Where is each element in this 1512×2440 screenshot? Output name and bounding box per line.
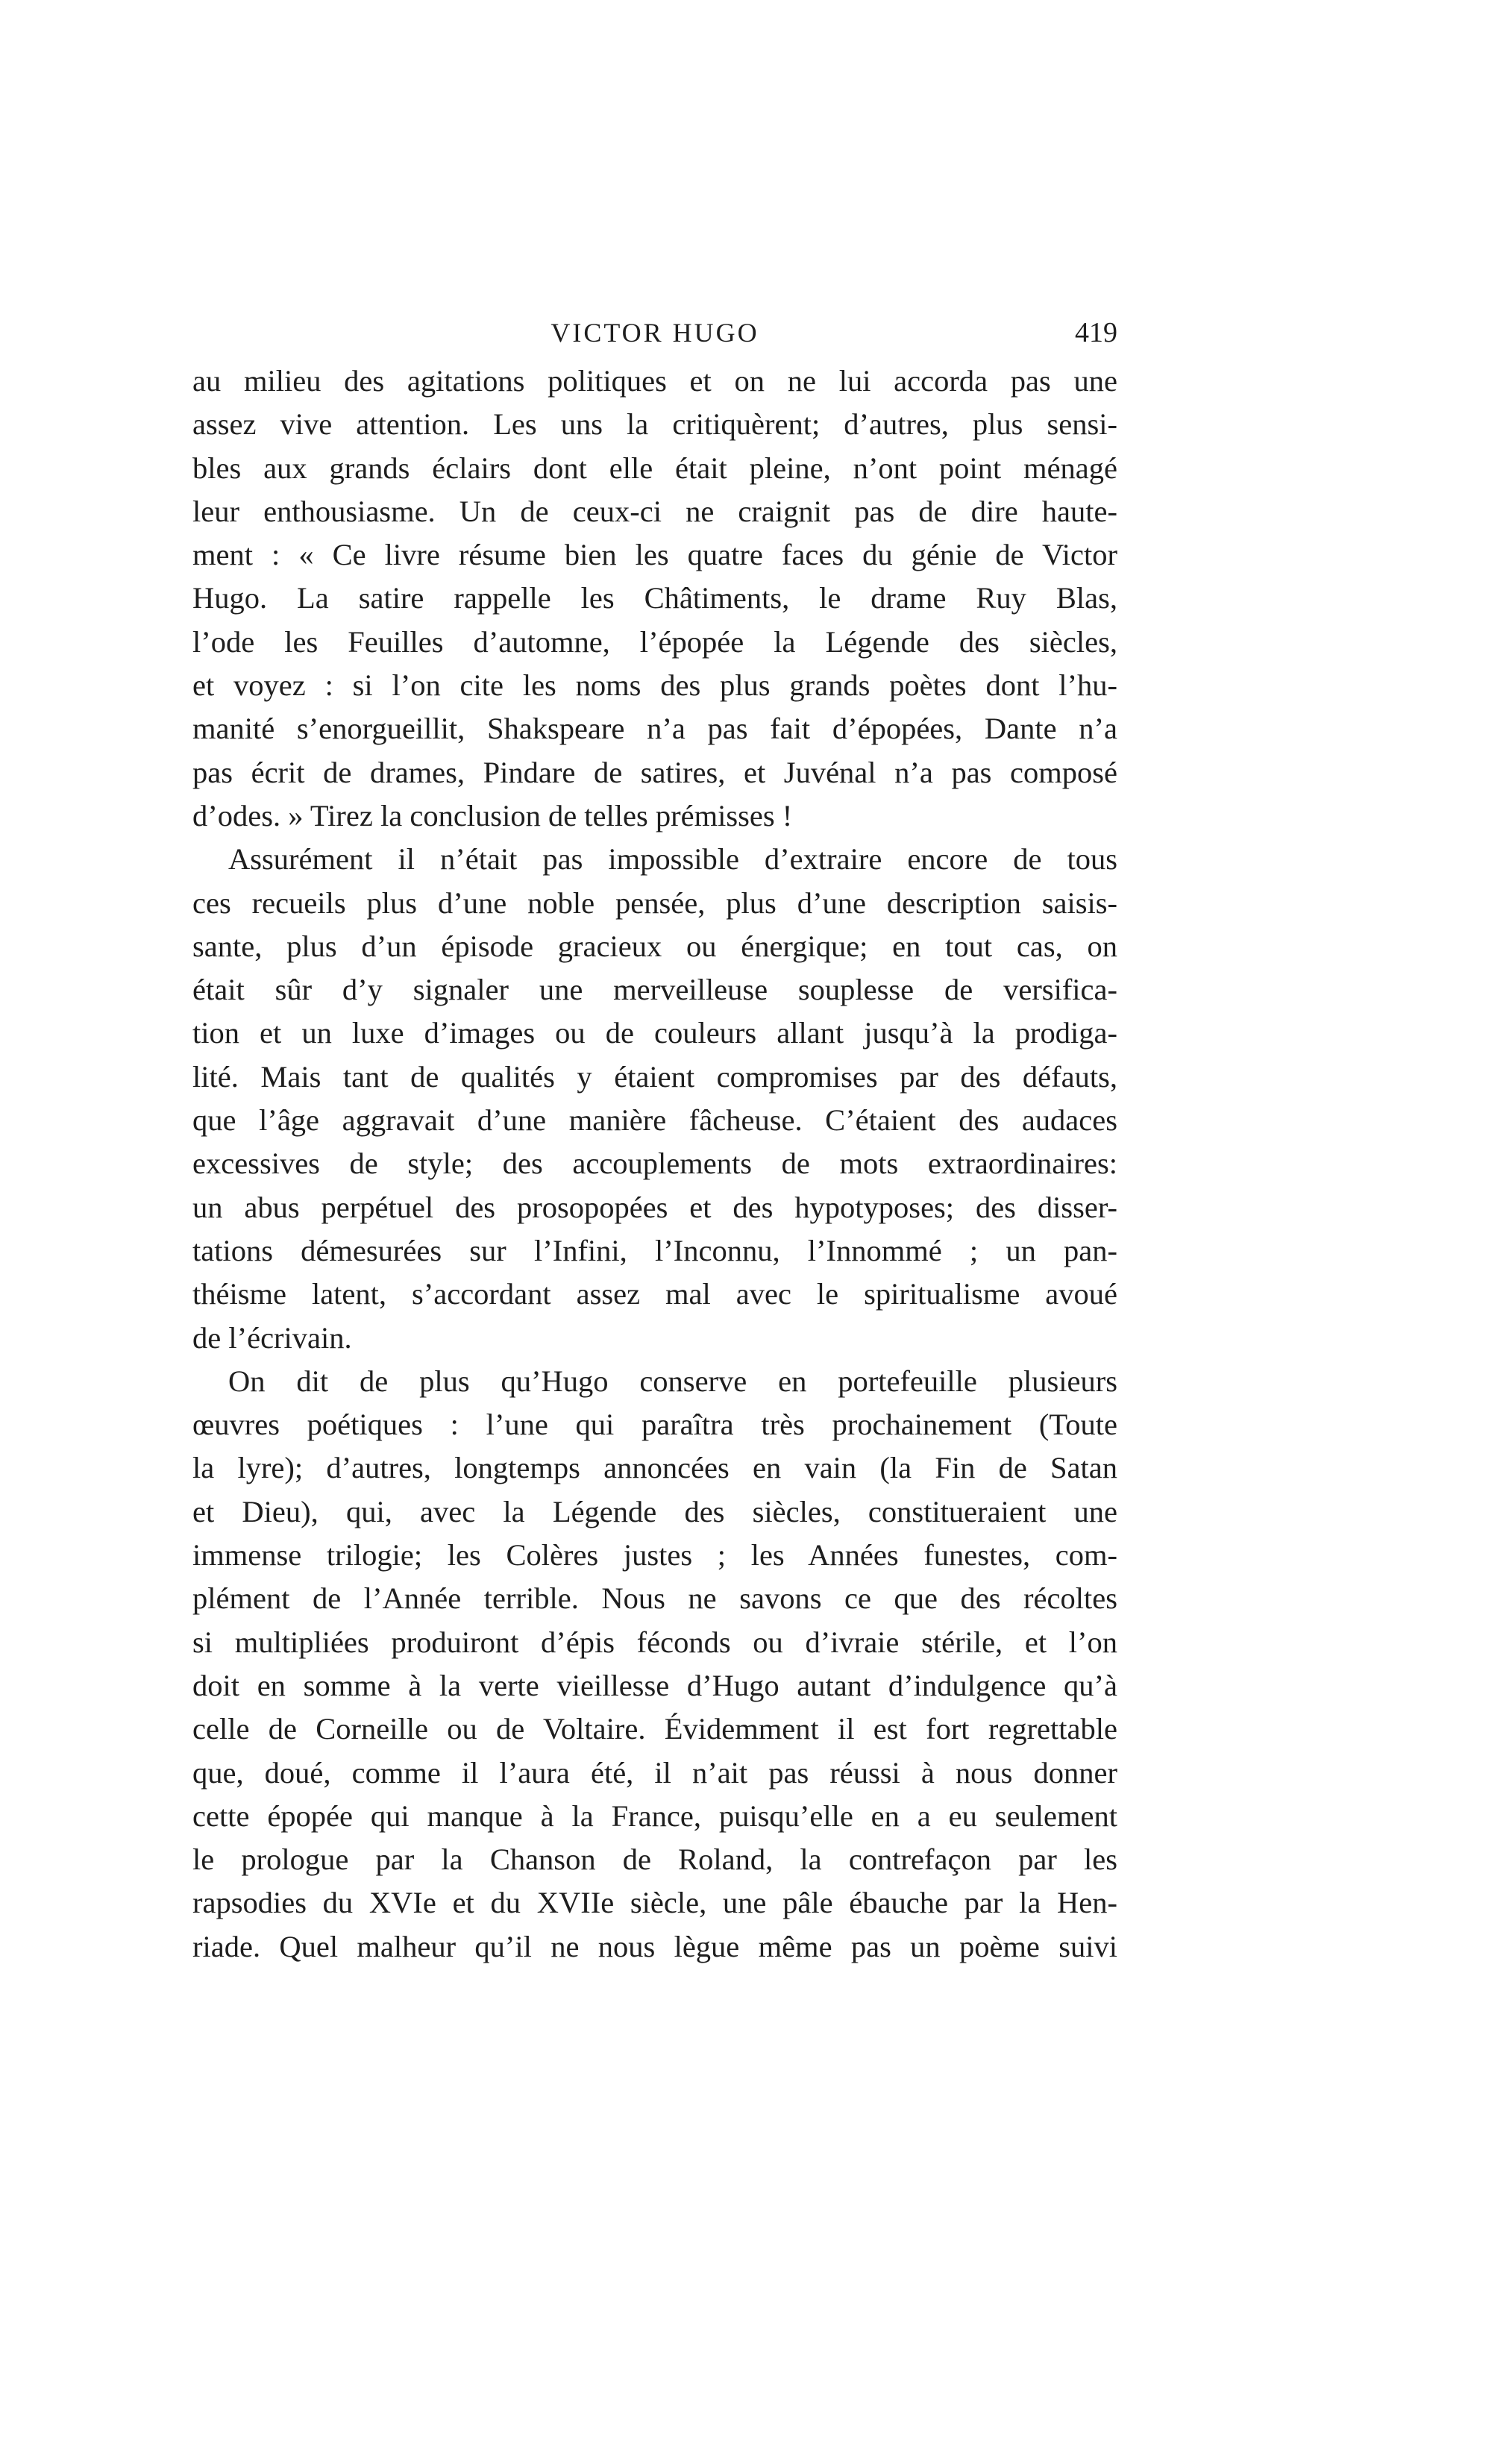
text-line: d’odes. » Tirez la conclusion de telles prémisses ! (192, 798, 793, 832)
text-line: et Dieu), qui, avec la Légende des siècles, constitueraient une (192, 1494, 1117, 1528)
text-line: tion et un luxe d’images ou de couleurs allant jusqu’à la prodiga- (192, 1016, 1117, 1050)
text-line: et voyez : si l’on cite les noms des plus grands poètes dont l’hu- (192, 668, 1117, 703)
text-line: cette épopée qui manque à la France, puisqu’elle en a eu seulement (192, 1798, 1117, 1833)
text-line: le prologue par la Chanson de Roland, la contrefaçon par les (192, 1842, 1117, 1877)
text-line: au milieu des agitations politiques et on ne lui accorda pas une (192, 364, 1117, 398)
text-line: si multipliées produiront d’épis féconds ou d’ivraie stérile, et l’on (192, 1625, 1117, 1659)
text-line: Assurément il n’était pas impossible d’extraire encore de tous (228, 842, 1117, 876)
text-line: celle de Corneille ou de Voltaire. Évidemment il est fort regrettable (192, 1712, 1117, 1746)
text-line: était sûr d’y signaler une merveilleuse souplesse de versifica- (192, 973, 1117, 1007)
running-head (192, 312, 1117, 354)
paragraph-1 (192, 360, 1117, 838)
text-line: œuvres poétiques : l’une qui paraîtra très prochainement (Toute (192, 1408, 1117, 1442)
text-line: théisme latent, s’accordant assez mal avec le spiritualisme avoué (192, 1277, 1117, 1311)
text-line: plément de l’Année terrible. Nous ne savons ce que des récoltes (192, 1581, 1117, 1616)
text-line: pas écrit de drames, Pindare de satires, et Juvénal n’a pas composé (192, 755, 1117, 789)
text-line: tations démesurées sur l’Infini, l’Inconnu, l’Innommé ; un pan- (192, 1233, 1117, 1267)
text-line: que l’âge aggravait d’une manière fâcheuse. C’étaient des audaces (192, 1103, 1117, 1138)
text-line: bles aux grands éclairs dont elle était pleine, n’ont point ménagé (192, 451, 1117, 485)
paragraph-3 (192, 1360, 1117, 1969)
text-line: la lyre); d’autres, longtemps annoncées en vain (la Fin de Satan (192, 1451, 1117, 1485)
body-text (192, 360, 1117, 1969)
text-line: leur enthousiasme. Un de ceux-ci ne craignit pas de dire haute- (192, 494, 1117, 528)
text-line: doit en somme à la verte vieillesse d’Hugo autant d’indulgence qu’à (192, 1668, 1117, 1702)
text-line: Hugo. La satire rappelle les Châtiments, le drame Ruy Blas, (192, 581, 1117, 615)
text-line: assez vive attention. Les uns la critiquèrent; d’autres, plus sensi- (192, 407, 1117, 442)
page-number: 419 (1075, 317, 1117, 348)
text-line: sante, plus d’un épisode gracieux ou énergique; en tout cas, on (192, 929, 1117, 963)
text-line: rapsodies du XVIe et du XVIIe siècle, une pâle ébauche par la Hen- (192, 1886, 1117, 1920)
text-line: riade. Quel malheur qu’il ne nous lègue même pas un poème suivi (192, 1929, 1117, 1963)
text-line: On dit de plus qu’Hugo conserve en portefeuille plusieurs (228, 1364, 1117, 1398)
text-line: excessives de style; des accouplements de mots extraordinaires: (192, 1147, 1117, 1181)
text-line: l’ode les Feuilles d’automne, l’épopée la Légende des siècles, (192, 624, 1117, 659)
text-line: ces recueils plus d’une noble pensée, plus d’une description saisis- (192, 885, 1117, 920)
text-line: manité s’enorgueillit, Shakspeare n’a pas fait d’épopées, Dante n’a (192, 712, 1117, 746)
text-line: lité. Mais tant de qualités y étaient compromises par des défauts, (192, 1059, 1117, 1094)
text-line: ment : « Ce livre résume bien les quatre faces du génie de Victor (192, 538, 1117, 572)
text-line: que, doué, comme il l’aura été, il n’ait pas réussi à nous donner (192, 1755, 1117, 1790)
text-line: immense trilogie; les Colères justes ; les Années funestes, com- (192, 1538, 1117, 1572)
paragraph-2 (192, 838, 1117, 1360)
text-line: de l’écrivain. (192, 1320, 352, 1355)
text-line: un abus perpétuel des prosopopées et des hypotyposes; des disser- (192, 1190, 1117, 1224)
running-title: VICTOR HUGO (550, 318, 759, 348)
